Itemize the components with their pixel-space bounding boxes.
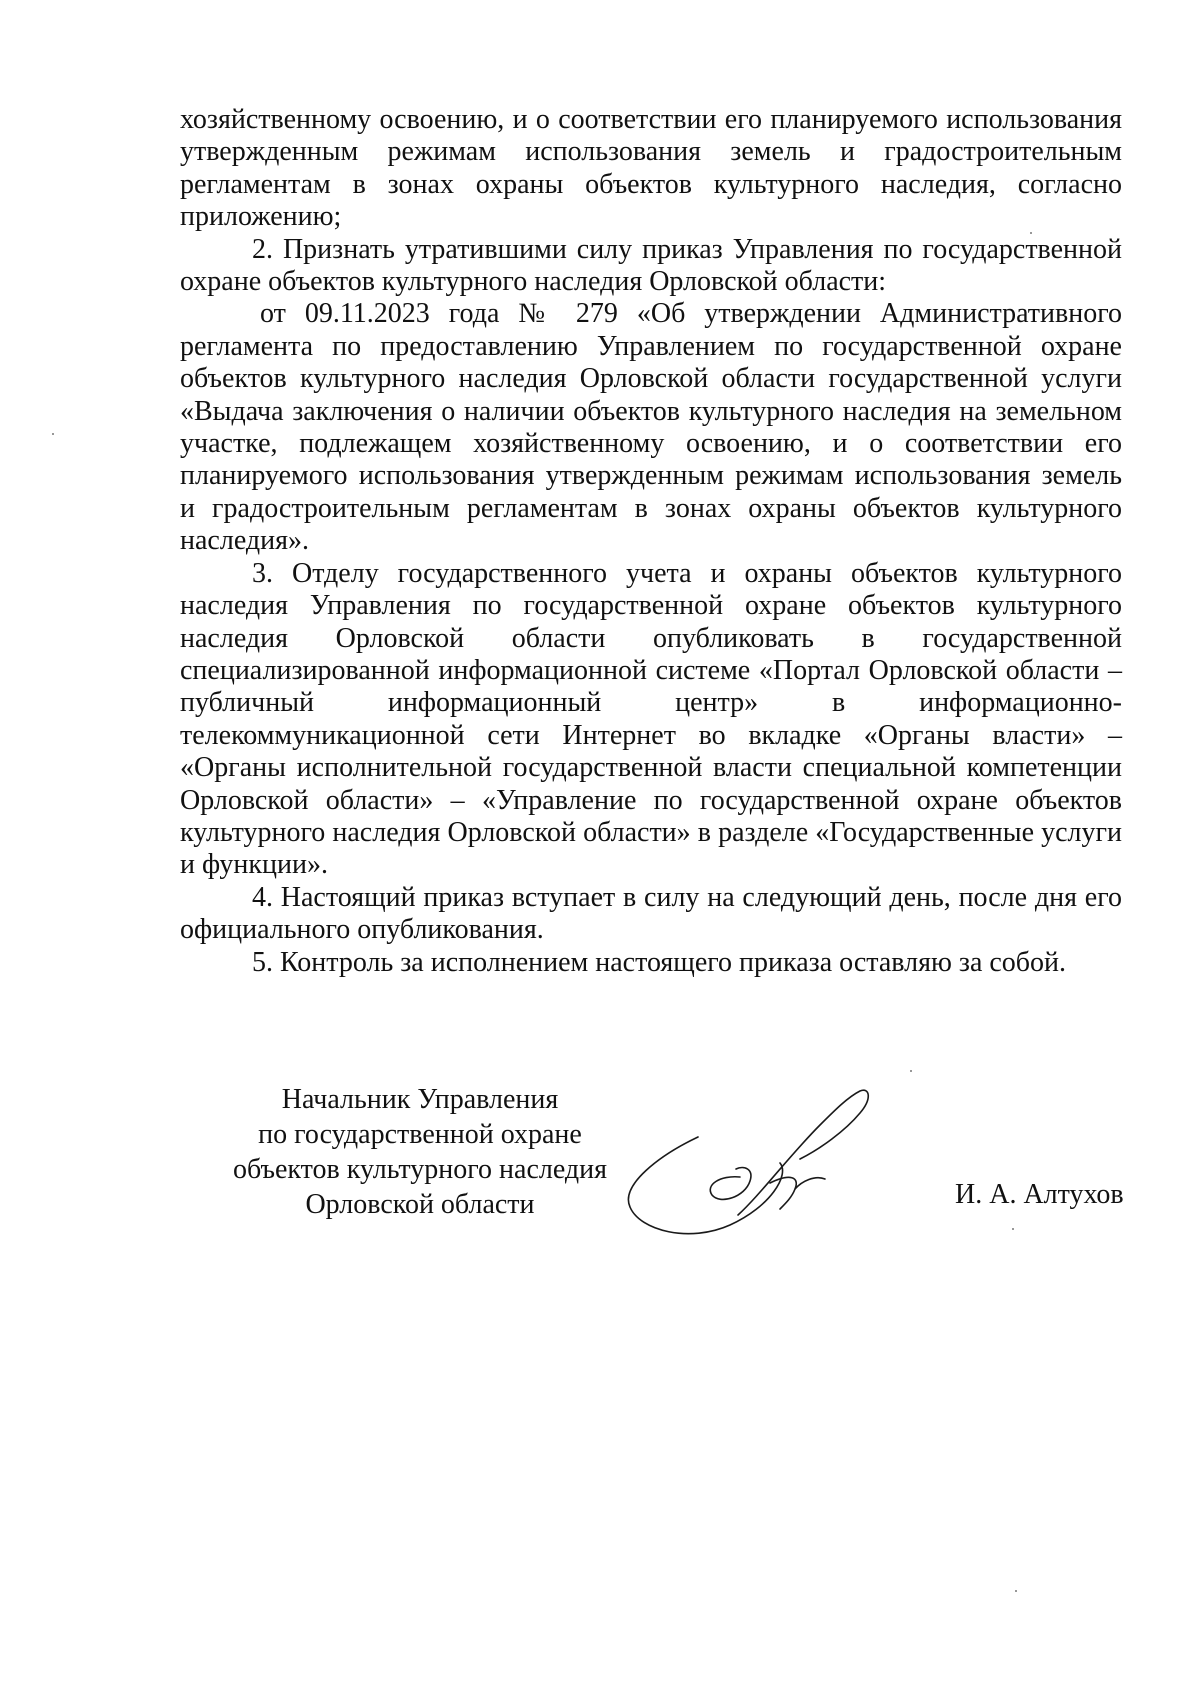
paragraph-item-5: 5. Контроль за исполнением настоящего приказа оставляю за собой.: [252, 946, 1067, 978]
scan-speck: [52, 433, 54, 435]
handwritten-signature: [620, 1085, 890, 1245]
paragraph-continuation: хозяйственному освоению, и о соответствии его планируемого использования утвержденным режимам использования земель и градостроительным регламентам в зонах охраны объектов культурного наследия, согласно приложению;: [180, 104, 1122, 233]
scan-speck: [1012, 1228, 1014, 1230]
paragraph-item-3: 3. Отделу государственного учета и охраны объектов культурного наследия Управления по государственной охране объектов культурного наследия Орловской области опубликовать в государственной специализированной информационной системе «Портал Орловской области – публичный информационный центр» в информационно-телекоммуникационной сети Интернет во вкладке «Органы власти» – «Органы исполнительной государственной власти специальной компетенции Орловской области» – «Управление по государственной охране объектов культурного наследия Орловской области» в разделе «Государственные услуги и функции».: [180, 557, 1122, 881]
scan-speck: [1015, 1590, 1017, 1592]
paragraph-item-2-sub: от 09.11.2023 года № 279 «Об утверждении Административного регламента по предоставлению Управлением по государственной охране объектов культурного наследия Орловской области государственной услуги «Выдача заключения о наличии объектов культурного наследия на земельном участке, подлежащем хозяйственному освоению, и о соответствии его планируемого использования утвержденным режимам использования земель и градостроительным регламентам в зонах охраны объектов культурного наследия».: [180, 298, 1122, 557]
signer-position-line: Орловской области: [305, 1189, 535, 1220]
document-body: [180, 104, 1122, 979]
scan-speck: [910, 1070, 912, 1072]
signer-name: И. А. Алтухов: [955, 1179, 1124, 1210]
paragraph-item-2: 2. Признать утратившими силу приказ Управления по государственной охране объектов культурного наследия Орловской области:: [180, 233, 1122, 298]
paragraph-item-4: 4. Настоящий приказ вступает в силу на следующий день, после дня его официального опубликования.: [180, 881, 1122, 946]
signer-position-line: объектов культурного наследия: [232, 1154, 608, 1185]
signer-position-line: по государственной охране: [258, 1119, 582, 1150]
signer-position: [200, 1082, 640, 1222]
signer-position-line: Начальник Управления: [281, 1084, 559, 1115]
scan-speck: [1030, 232, 1032, 234]
